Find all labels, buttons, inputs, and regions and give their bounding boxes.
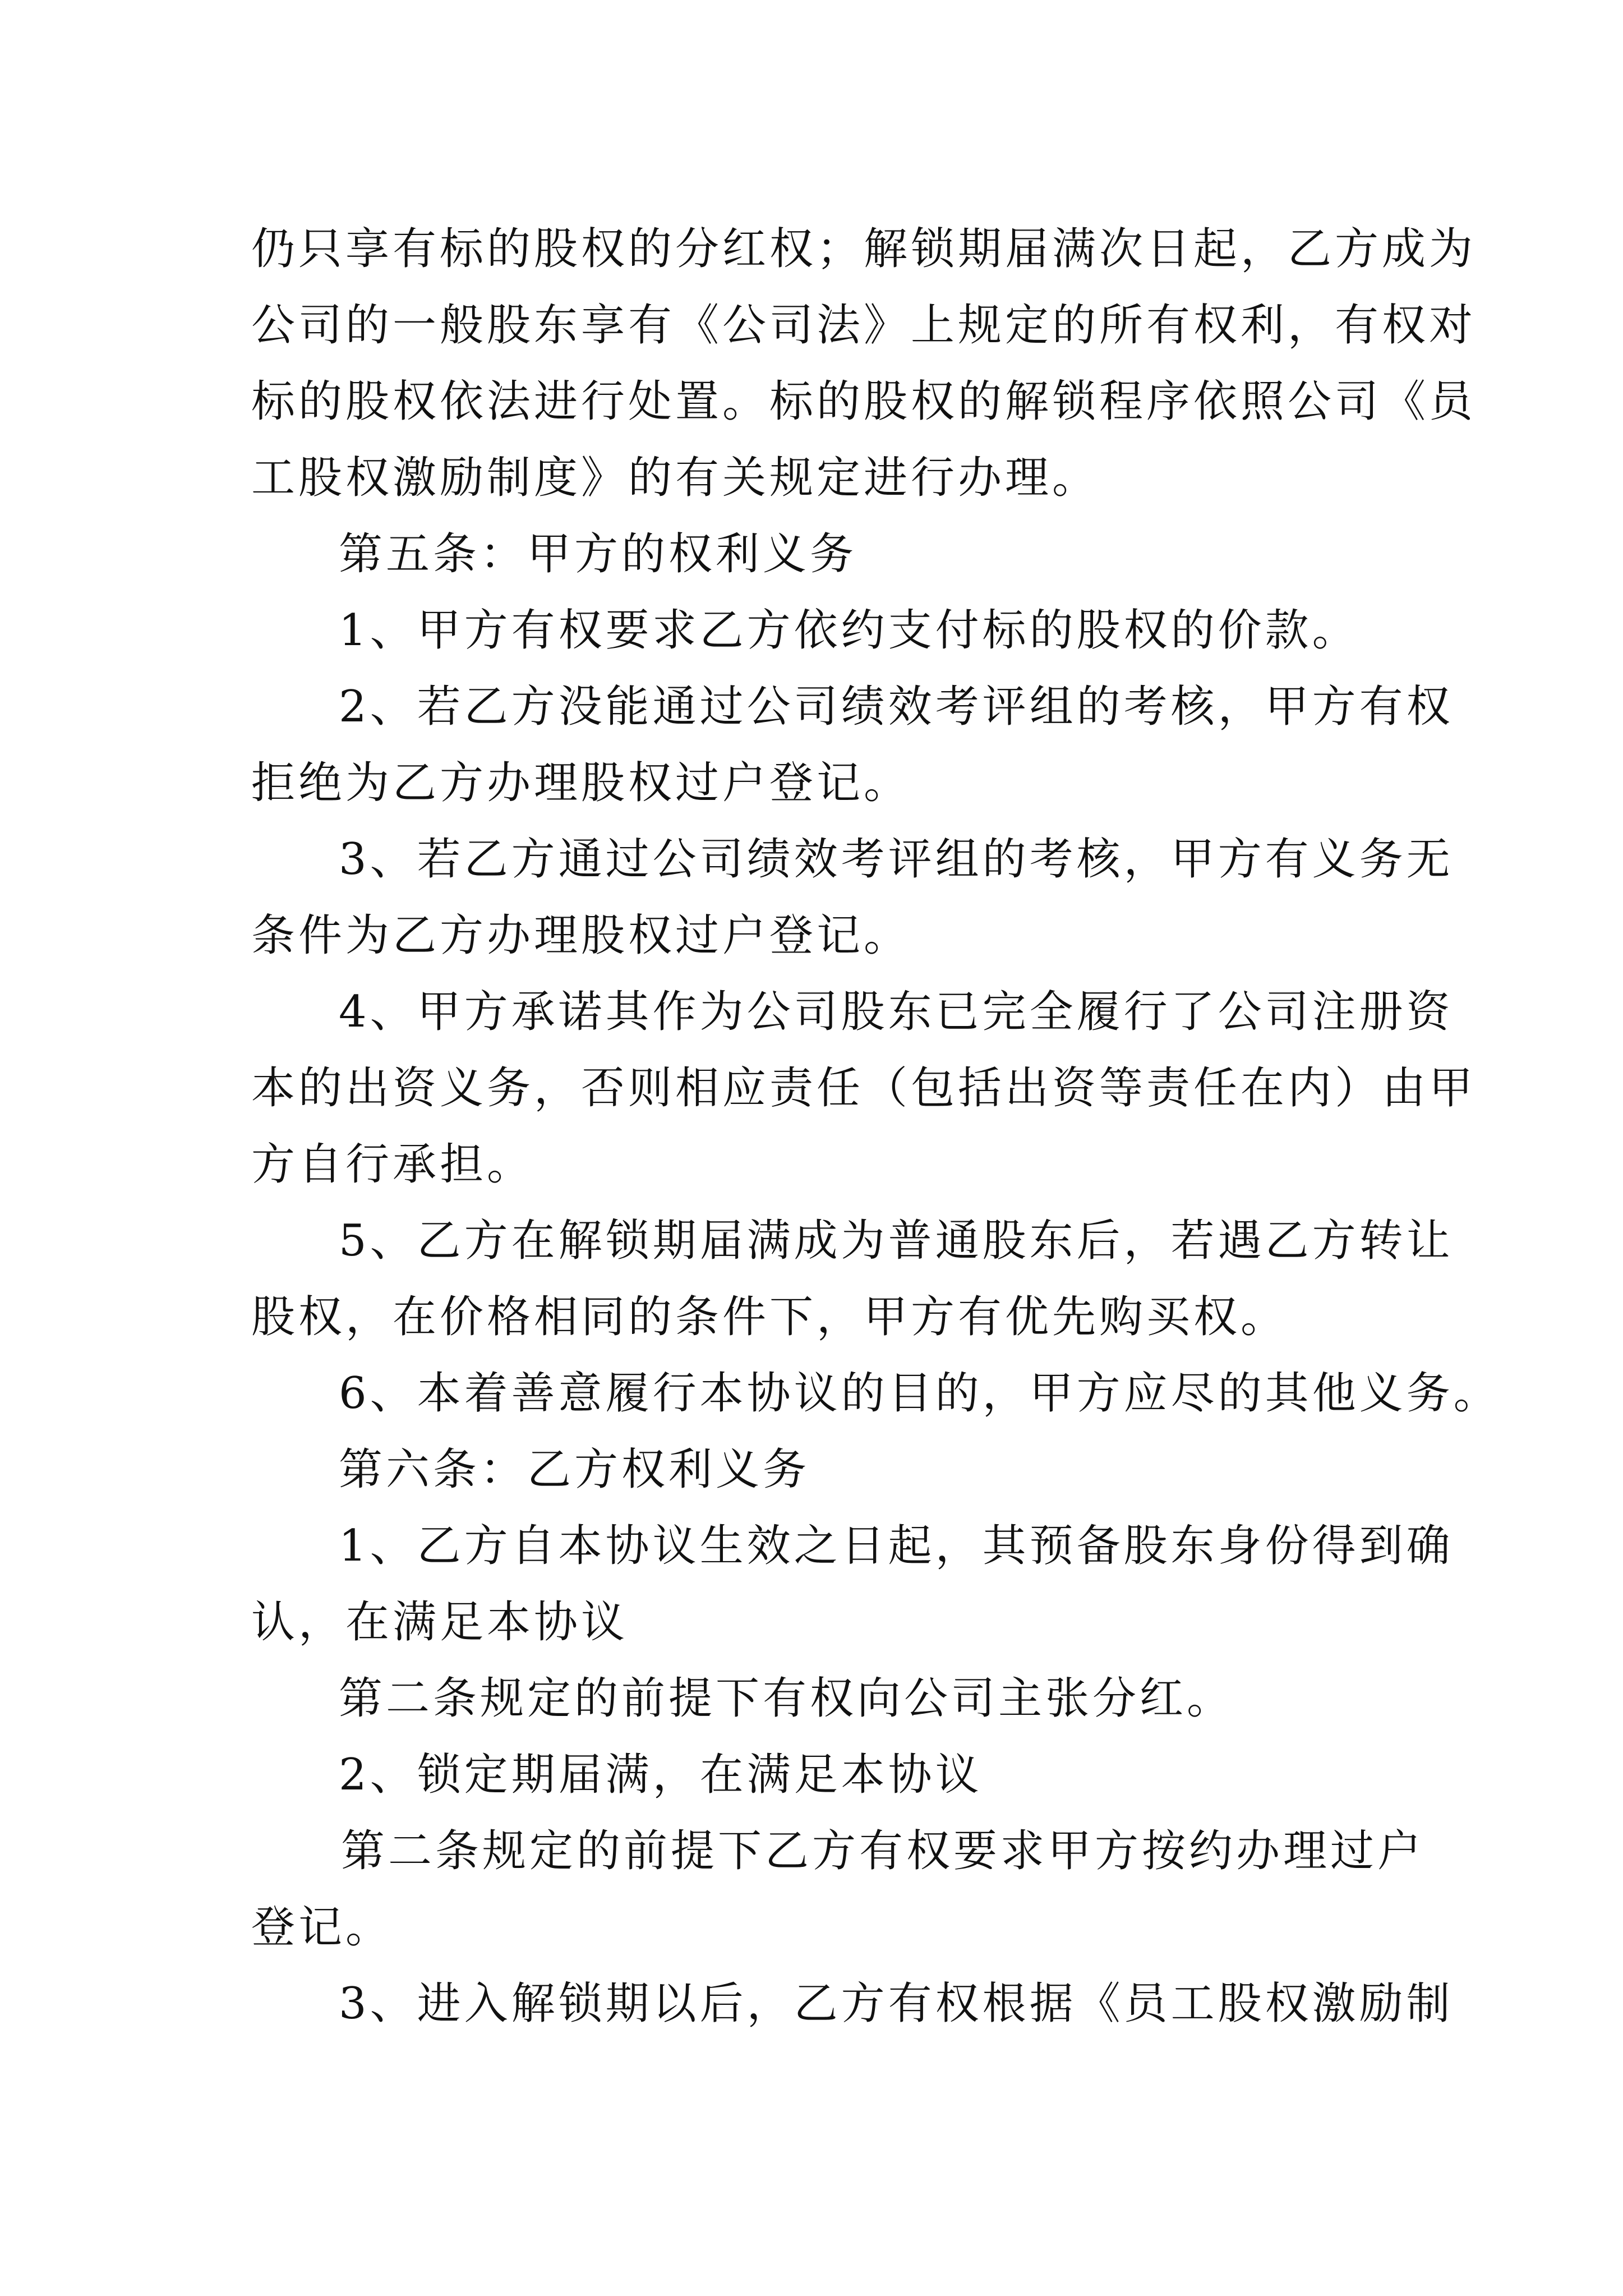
text-line: 认，在满足本协议 (251, 1597, 629, 1648)
document-body (251, 211, 1501, 2042)
text-line: 公司的一般股东享有《公司法》上规定的所有权利，有权对 (251, 300, 1477, 351)
text-line: 工股权激励制度》的有关规定进行办理。 (251, 453, 1100, 503)
text-line: 仍只享有标的股权的分红权；解锁期届满次日起，乙方成为 (251, 224, 1477, 274)
text-line: 股权，在价格相同的条件下，甲方有优先购买权。 (251, 1292, 1288, 1342)
text-line: 4、甲方承诺其作为公司股东已完全履行了公司注册资 (339, 987, 1454, 1037)
text-line: 第二条规定的前提下有权向公司主张分红。 (339, 1673, 1234, 1724)
text-line: 本的出资义务，否则相应责任（包括出资等责任在内）由甲 (251, 1063, 1477, 1114)
text-line: 5、乙方在解锁期届满成为普通股东后，若遇乙方转让 (339, 1216, 1454, 1266)
text-line: 3、若乙方通过公司绩效考评组的考核，甲方有义务无 (339, 834, 1454, 885)
text-line: 方自行承担。 (251, 1139, 534, 1190)
text-line: 登记。 (251, 1902, 393, 1953)
text-line: 1、甲方有权要求乙方依约支付标的股权的价款。 (339, 605, 1359, 656)
text-line: 2、锁定期届满，在满足本协议 (339, 1750, 983, 1800)
text-line: 2、若乙方没能通过公司绩效考评组的考核，甲方有权 (339, 682, 1454, 732)
text-line: 条件为乙方办理股权过户登记。 (251, 910, 911, 961)
text-line: 第二条规定的前提下乙方有权要求甲方按约办理过户 (341, 1826, 1425, 1876)
text-line: 标的股权依法进行处置。标的股权的解锁程序依照公司《员 (251, 376, 1477, 427)
section-heading-article-5: 第五条：甲方的权利义务 (339, 529, 857, 579)
text-line: 6、本着善意履行本协议的目的，甲方应尽的其他义务。 (339, 1368, 1501, 1419)
text-line: 拒绝为乙方办理股权过户登记。 (251, 758, 911, 808)
text-line: 3、进入解锁期以后，乙方有权根据《员工股权激励制 (339, 1978, 1454, 2029)
section-heading-article-6: 第六条：乙方权利义务 (339, 1444, 810, 1495)
text-line: 1、乙方自本协议生效之日起，其预备股东身份得到确 (339, 1521, 1454, 1571)
